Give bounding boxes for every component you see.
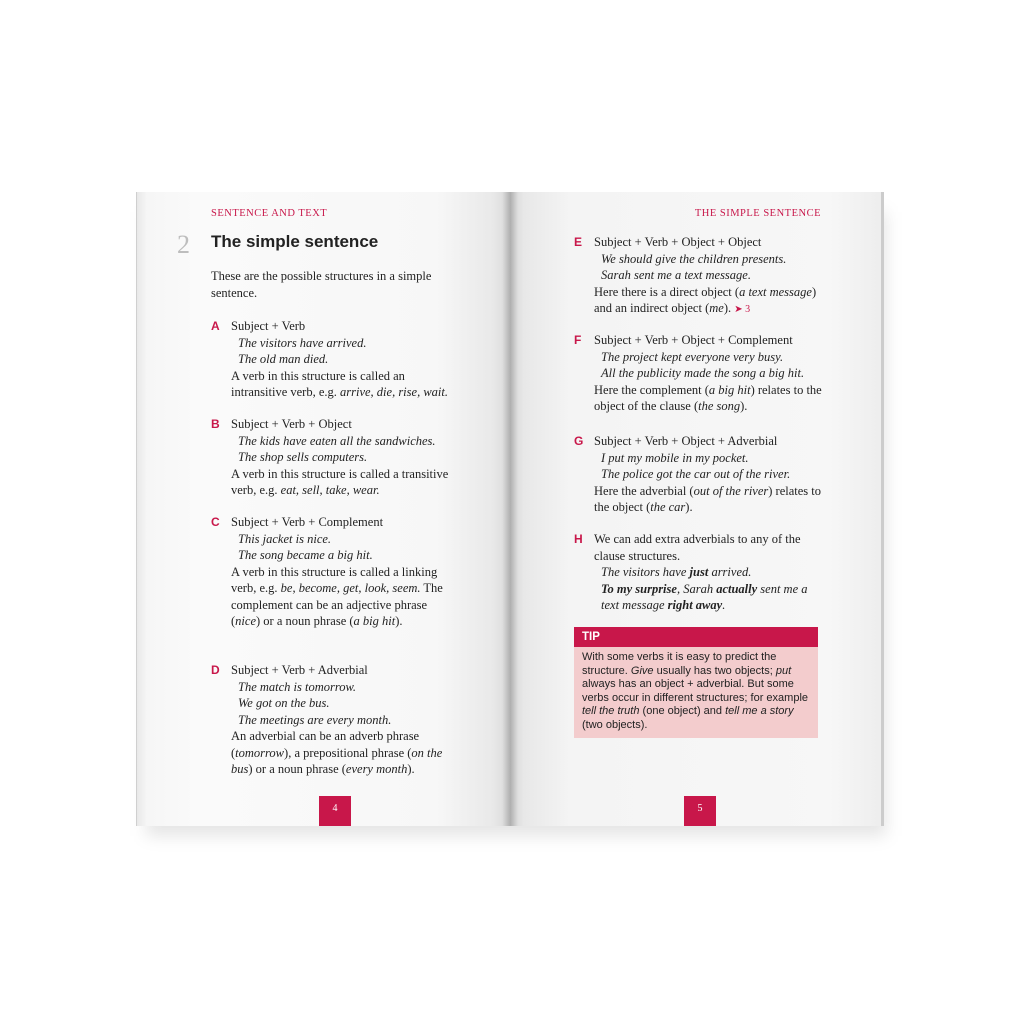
section-title: The simple sentence xyxy=(211,232,379,251)
example-sentence: The kids have eaten all the sandwiches. xyxy=(238,433,436,448)
structure-item-h xyxy=(574,531,824,614)
example-sentence: All the publicity made the song a big hit. xyxy=(601,366,805,380)
item-heading: Subject + Verb + Object + Object xyxy=(594,235,762,249)
structure-item-a xyxy=(211,318,461,401)
item-letter: F xyxy=(574,333,582,347)
left-running-head: SENTENCE AND TEXT xyxy=(211,208,328,219)
example-sentence: This jacket is nice. xyxy=(238,531,332,546)
example-sentence: I put my mobile in my pocket. xyxy=(601,450,749,465)
item-letter: B xyxy=(211,417,220,431)
example-sentence: We got on the bus. xyxy=(238,696,330,710)
item-heading: Subject + Verb xyxy=(231,319,306,333)
item-heading: Subject + Verb + Object + Adverbial xyxy=(594,434,778,448)
example-sentence: The police got the car out of the river. xyxy=(601,467,791,481)
item-letter: A xyxy=(211,319,220,333)
item-heading: We can add extra adverbials to any of the clause structures. xyxy=(594,532,801,563)
item-note: A verb in this structure is called a transitive verb, e.g. eat, sell, take, wear. xyxy=(231,466,449,497)
item-heading: Subject + Verb + Complement xyxy=(231,515,384,529)
chapter-number: 2 xyxy=(177,230,190,259)
structure-item-b xyxy=(211,416,461,499)
item-letter: C xyxy=(211,515,220,529)
cross-reference-link[interactable]: ➤ 3 xyxy=(734,304,751,315)
example-sentence: The project kept everyone very busy. xyxy=(601,349,784,364)
example-sentence: To my surprise, Sarah actually sent me a text message right away. xyxy=(601,581,808,612)
book-gutter xyxy=(502,192,518,826)
item-note: An adverbial can be an adverb phrase (tomorrow), a prepositional phrase (on the bus) or a noun phrase (every month). xyxy=(231,729,443,776)
item-note: Here there is a direct object (a text message) and an indirect object (me). ➤ 3 xyxy=(594,284,817,315)
tip-box xyxy=(574,627,818,738)
intro-text: These are the possible structures in a simple sentence. xyxy=(211,269,432,300)
item-note: A verb in this structure is called a linking verb, e.g. be, become, get, look, seem. The complement can be an adjective phrase (nice) or a noun phrase (a big hit). xyxy=(231,564,443,628)
item-heading: Subject + Verb + Object xyxy=(231,417,352,431)
item-note: Here the complement (a big hit) relates to the object of the clause (the song). xyxy=(594,382,822,413)
item-letter: E xyxy=(574,235,583,249)
example-sentence: We should give the children presents. xyxy=(601,251,787,266)
example-sentence: The visitors have arrived. xyxy=(238,335,367,350)
open-book xyxy=(136,192,884,826)
item-note: A verb in this structure is called an intransitive verb, e.g. arrive, die, rise, wait. xyxy=(231,368,448,399)
example-sentence: Sarah sent me a text message. xyxy=(601,268,751,282)
example-sentence: The visitors have just arrived. xyxy=(601,565,752,579)
page-number-right: 5 xyxy=(684,796,716,826)
example-sentence: The match is tomorrow. xyxy=(238,679,357,694)
item-letter: D xyxy=(211,663,220,677)
page-number-left: 4 xyxy=(319,796,351,826)
structure-item-c xyxy=(211,514,461,630)
tip-label: TIP xyxy=(574,627,818,647)
item-heading: Subject + Verb + Object + Complement xyxy=(594,333,793,347)
left-page xyxy=(136,192,510,826)
item-heading: Subject + Verb + Adverbial xyxy=(231,663,368,677)
example-sentence: The shop sells computers. xyxy=(238,450,368,464)
item-note: Here the adverbial (out of the river) relates to the object (the car). xyxy=(594,483,822,514)
example-sentence: The meetings are every month. xyxy=(238,712,392,727)
structure-item-e xyxy=(574,234,824,319)
item-letter: H xyxy=(574,532,583,546)
structure-item-g xyxy=(574,433,824,516)
example-sentence: The old man died. xyxy=(238,352,329,366)
structure-item-d xyxy=(211,662,461,778)
right-running-head: THE SIMPLE SENTENCE xyxy=(694,208,821,219)
example-sentence: The song became a big hit. xyxy=(238,548,373,562)
item-letter: G xyxy=(574,434,584,448)
right-page xyxy=(510,192,884,826)
tip-text: With some verbs it is easy to predict the structure. Give usually has two objects; put always has an object + adverbial. But some verbs occur in different structures; for example tell the truth (one object) and tell me a story (two objects). xyxy=(574,647,818,738)
structure-item-f xyxy=(574,332,824,415)
